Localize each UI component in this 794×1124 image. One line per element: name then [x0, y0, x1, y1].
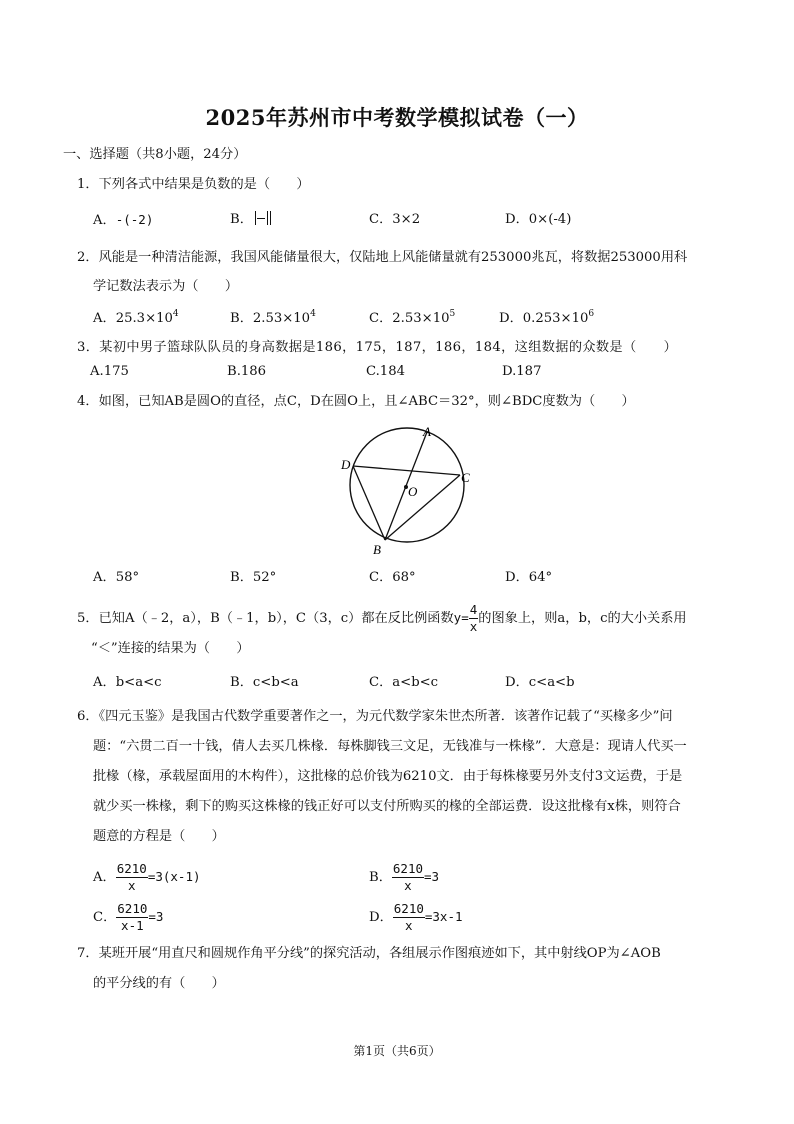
q2-option-d-exp: 6	[588, 309, 595, 319]
q6-option-c-label: C．	[93, 910, 117, 925]
q6-option-c	[93, 898, 163, 937]
q1-option-d: D．0×(-4)	[505, 212, 572, 227]
q4-stem: 4．如图，已知AB是圆O的直径，点C，D在圆O上，且∠ABC＝32°，则∠BDC度数为（ ）	[77, 394, 635, 409]
q2-stem-line1: 2．风能是一种清洁能源，我国风能储量很大，仅陆地上风能储量就有253000兆瓦，将数据253000用科	[77, 250, 688, 265]
q6-option-c-fraction	[116, 901, 148, 934]
q5-func-num: 4	[469, 602, 478, 617]
q2-option-c	[369, 310, 455, 328]
q1-option-a-text: -(-2)	[115, 212, 154, 227]
q6-option-d-fraction	[393, 901, 425, 934]
q1-option-a-label: A．	[93, 213, 116, 228]
q5-func-fraction	[469, 602, 479, 635]
label-c: C	[461, 470, 470, 485]
q4-option-d: D．64°	[505, 570, 553, 585]
q6-option-b-rhs: =3	[424, 869, 440, 884]
q5-option-b: B．c<b<a	[230, 675, 299, 690]
q6-option-a-label: A．	[93, 870, 116, 885]
q6-option-c-num: 6210	[117, 901, 148, 916]
q6-option-b-label: B．	[369, 870, 392, 885]
q7-stem-line2: 的平分线的有（ ）	[93, 976, 225, 991]
exam-title: 2025年苏州市中考数学模拟试卷（一）	[205, 105, 589, 130]
q6-option-a	[93, 858, 201, 897]
q5-option-d: D．c<a<b	[505, 675, 575, 690]
q2-option-b	[230, 310, 316, 328]
q3-option-a: A.175	[90, 364, 129, 379]
q3-option-b: B.186	[227, 364, 267, 379]
q4-option-a: A．58°	[93, 570, 140, 585]
q2-option-a-exp: 4	[172, 309, 179, 319]
q6-option-c-den: x-1	[121, 918, 144, 933]
chord-bc	[385, 475, 460, 540]
q2-option-c-base: C．2.53×10	[369, 311, 450, 326]
q6-stem-line2: 题：“六贯二百一十钱，倩人去买几株椽．每株脚钱三文足，无钱准与一株椽”．大意是：现请人代买一	[93, 739, 687, 754]
q6-option-c-rhs: =3	[148, 909, 164, 924]
q6-option-b-num: 6210	[392, 861, 423, 876]
q5-func-y: y=	[453, 610, 469, 625]
q4-option-b: B．52°	[230, 570, 277, 585]
q6-option-d-rhs: =3x-1	[424, 909, 463, 924]
q6-stem-line3: 批椽（椽，承载屋面用的木构件），这批椽的总价钱为6210文．由于每株椽要另外支付3文运费，于是	[93, 769, 683, 784]
q5-option-a: A．b<a<c	[93, 675, 162, 690]
q6-option-d-den: x	[405, 918, 413, 933]
q4-option-c: C．68°	[369, 570, 416, 585]
q2-option-d	[499, 310, 594, 328]
q6-option-a-fraction	[116, 861, 148, 894]
q5-stem-post: 的图象上，则a，b，c的大小关系用	[478, 611, 687, 626]
q6-stem-line1: 6．《四元玉鉴》是我国古代数学重要著作之一，为元代数学家朱世杰所著．该著作记载了“买椽多少”问	[77, 709, 673, 724]
q6-stem-line4: 就少买一株椽，剩下的购买这株椽的钱正好可以支付所购买的椽的全部运费．设这批椽有x株，则符合	[93, 799, 681, 814]
q2-option-a	[93, 310, 179, 328]
q2-option-a-base: A．25.3×10	[93, 311, 173, 326]
q1-stem: 1．下列各式中结果是负数的是（ ）	[77, 177, 310, 192]
absolute-value-symbol	[253, 211, 275, 225]
circle-geometry-figure	[335, 418, 485, 560]
label-o: O	[408, 484, 418, 499]
q3-stem: 3．某初中男子篮球队队员的身高数据是186，175，187，186，184，这组数据的众数是（ ）	[77, 340, 678, 355]
q5-stem-line2: “＜”连接的结果为（ ）	[91, 641, 250, 656]
q3-option-d: D.187	[502, 364, 542, 379]
chord-db	[353, 466, 385, 540]
q3-option-c: C.184	[366, 364, 405, 379]
q6-option-a-num: 6210	[116, 861, 147, 876]
q2-option-c-exp: 5	[449, 309, 456, 319]
q6-option-d-num: 6210	[393, 901, 424, 916]
q6-option-d	[369, 898, 463, 937]
q6-stem-line5: 题意的方程是（ ）	[93, 829, 225, 844]
q6-option-a-den: x	[128, 878, 136, 893]
q2-option-d-base: D．0.253×10	[499, 311, 589, 326]
page-footer: 第1页（共6页）	[353, 1044, 441, 1058]
q1-option-c: C．3×2	[369, 212, 421, 227]
q7-stem-line1: 7．某班开展“用直尺和圆规作角平分线”的探究活动，各组展示作图痕迹如下，其中射线OP为∠AOB	[77, 946, 661, 961]
q6-option-b	[369, 858, 439, 897]
q6-option-d-label: D．	[369, 910, 393, 925]
q1-option-a	[93, 211, 153, 230]
q2-stem-line2: 学记数法表示为（ ）	[93, 279, 239, 294]
q2-option-b-base: B．2.53×10	[230, 311, 311, 326]
q5-option-c: C．a<b<c	[369, 675, 439, 690]
q5-stem-pre: 5．已知A（﹣2，a），B（﹣1，b），C（3，c）都在反比例函数	[77, 611, 454, 626]
q6-option-b-fraction	[392, 861, 424, 894]
q5-stem-line1	[77, 602, 687, 635]
label-a: A	[423, 424, 431, 439]
label-d: D	[341, 457, 351, 472]
q2-option-b-exp: 4	[310, 309, 316, 319]
chord-dc	[353, 466, 460, 475]
q1-option-b-label: B．	[230, 212, 253, 227]
q1-option-b	[230, 211, 275, 229]
q6-option-b-den: x	[404, 878, 412, 893]
label-b: B	[373, 542, 381, 557]
section-heading: 一、选择题（共8小题，24分）	[63, 147, 247, 162]
q6-option-a-rhs: =3(x-1)	[147, 869, 201, 884]
q5-func-den: x	[469, 619, 478, 634]
